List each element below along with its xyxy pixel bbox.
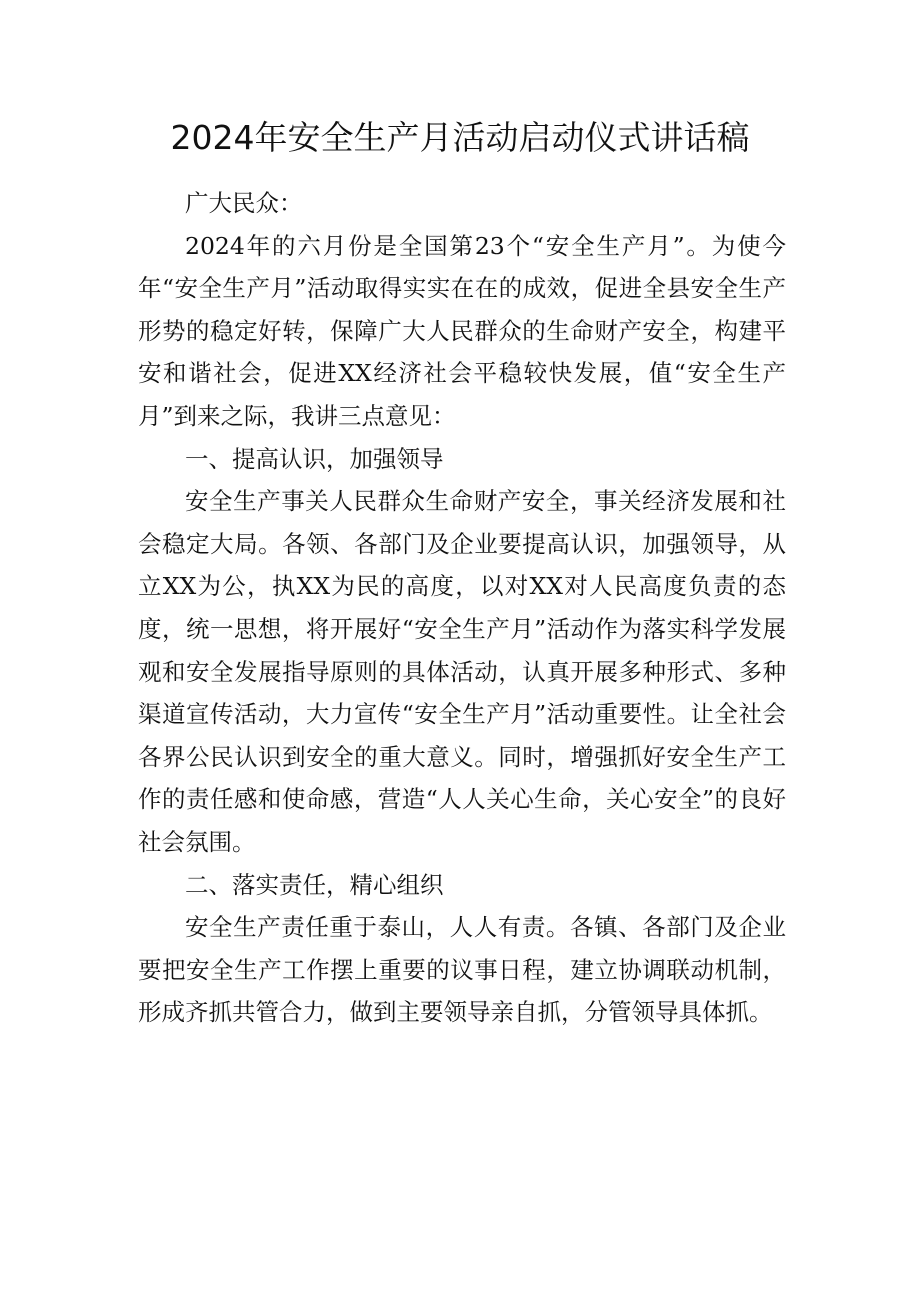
section-heading-1: 一、提高认识，加强领导 (185, 444, 444, 473)
salutation: 广大民众： (185, 189, 303, 217)
document-title: 2024年安全生产月活动启动仪式讲话稿 (170, 118, 750, 157)
section-2-paragraph: 安全生产责任重于泰山，人人有责。各镇、各部门及企业要把安全生产工作摆上重要的议事日程，建立协调联动机制，形成齐抓共管合力，做到主要领导亲自抓，分管领导具体抓。 (138, 913, 786, 1027)
section-1-paragraph: 安全生产事关人民群众生命财产安全，事关经济发展和社会稳定大局。各领、各部门及企业要提高认识，加强领导，从立XX为公，执XX为民的高度，以对XX对人民高度负责的态度，统一思想，将开展好“安全生产月”活动作为落实科学发展观和安全发展指导原则的具体活动，认真开展多种形式、多种渠道宣传活动，大力宣传“安全生产月”活动重要性。让全社会各界公民认识到安全的重大意义。同时，增强抓好安全生产工作的责任感和使命感，营造“人人关心生命，关心安全”的良好社会氛围。 (138, 487, 786, 856)
document-body (138, 182, 786, 1034)
section-heading-2: 二、落实责任，精心组织 (185, 870, 444, 899)
intro-paragraph: 2024年的六月份是全国第23个“安全生产月”。为使今年“安全生产月”活动取得实实在在的成效，促进全县安全生产形势的稳定好转，保障广大人民群众的生命财产安全，构建平安和谐社会，促进XX经济社会平稳较快发展，值“安全生产月”到来之际，我讲三点意见： (138, 231, 786, 430)
